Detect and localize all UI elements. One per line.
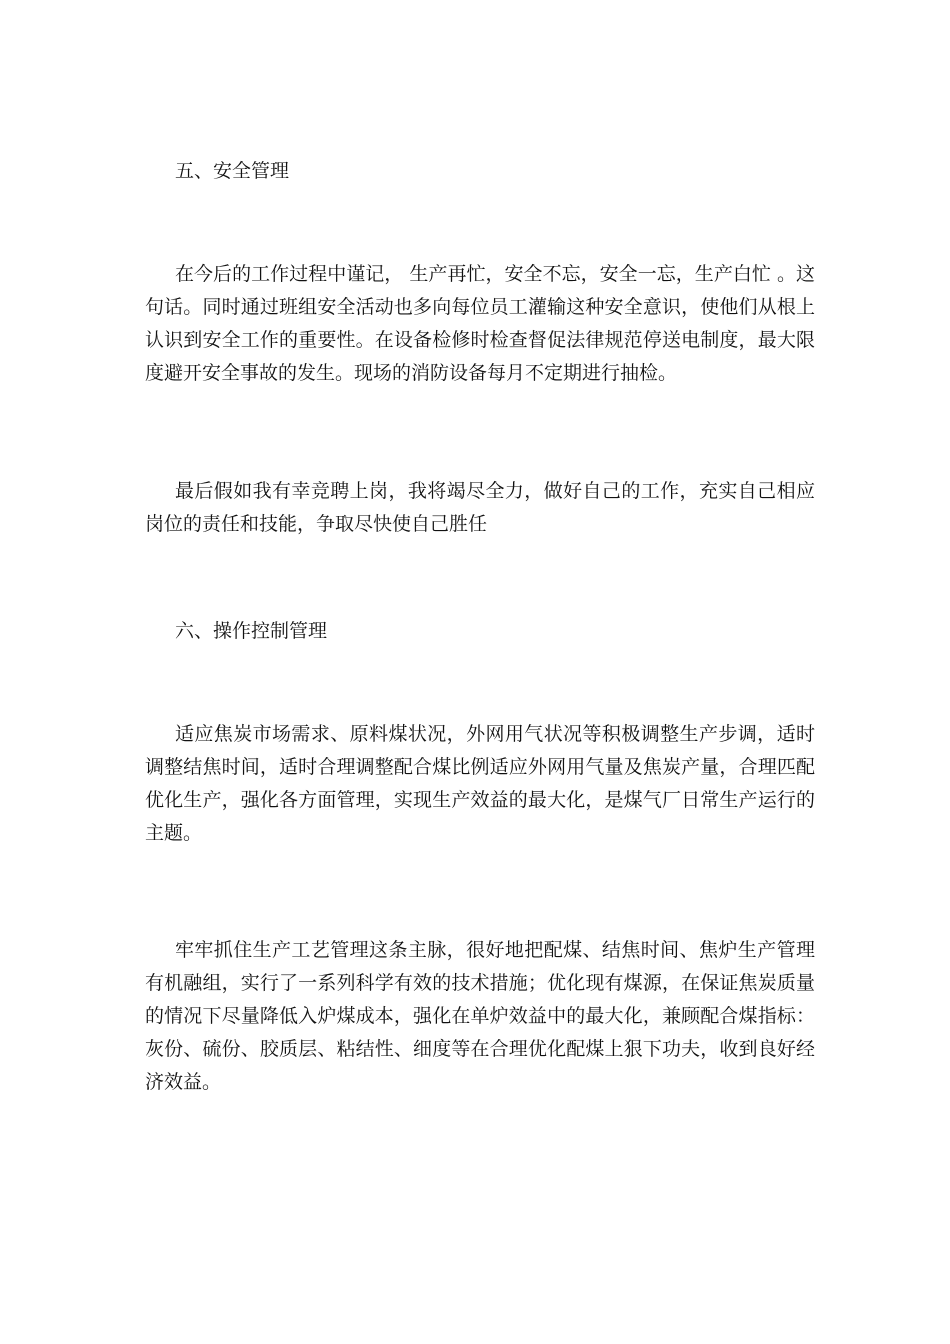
section-6-paragraph-1: 适应焦炭市场需求、原料煤状况，外网用气状况等积极调整生产步调，适时调整结焦时间，适时合理调整配合煤比例适应外网用气量及焦炭产量，合理匹配优化生产，强化各方面管理，实现生产效益的最大化，是煤气厂日常生产运行的主题。 [145,723,815,844]
section-5-paragraph-1: 在今后的工作过程中谨记， 生产再忙，安全不忘，安全一忘，生产白忙 。这句话。同时通过班组安全活动也多向每位员工灌输这种安全意识，使他们从根上认识到安全工作的重要性。在设备检修时检查督促法律规范停送电制度，最大限度避开安全事故的发生。现场的消防设备每月不定期进行抽检。 [145,263,815,384]
section-5-paragraph-2: 最后假如我有幸竞聘上岗，我将竭尽全力，做好自己的工作，充实自己相应岗位的责任和技能，争取尽快使自己胜任 [145,480,815,535]
section-6-paragraph-2: 牢牢抓住生产工艺管理这条主脉，很好地把配煤、结焦时间、焦炉生产管理有机融组，实行了一系列科学有效的技术措施；优化现有煤源，在保证焦炭质量的情况下尽量降低入炉煤成本，强化在单炉效益中的最大化，兼顾配合煤指标：灰份、硫份、胶质层、粘结性、细度等在合理优化配煤上狠下功夫，收到良好经济效益。 [145,939,815,1093]
section-5-heading: 五、安全管理 [175,160,290,182]
section-6-heading: 六、操作控制管理 [175,620,328,642]
